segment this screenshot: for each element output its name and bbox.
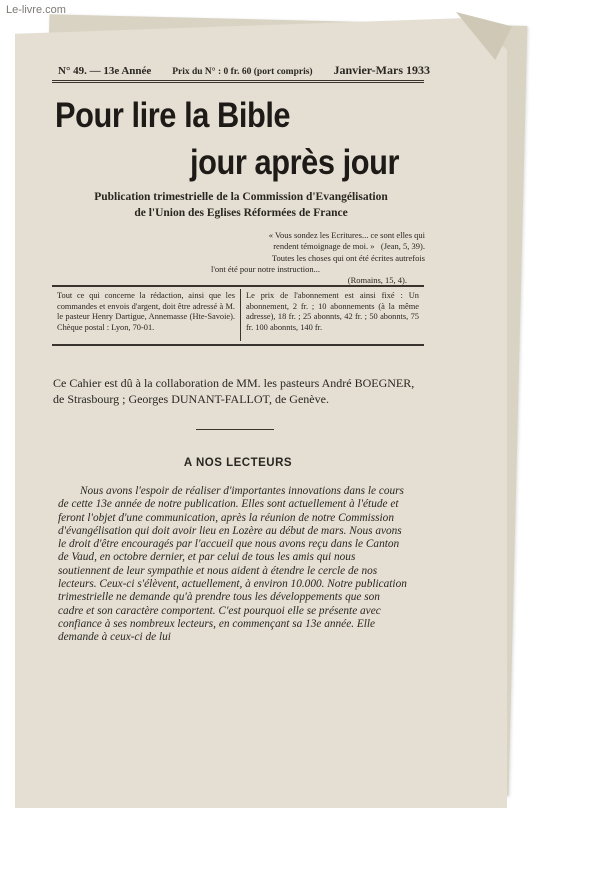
title-line-2: jour après jour xyxy=(190,143,400,182)
boxes-bottom-rule xyxy=(52,344,424,346)
collaboration-note: Ce Cahier est dû à la collaboration de MM. les pasteurs André BOEGNER, de Strasbourg ; Georges DUNANT-FALLOT, de Genève. xyxy=(53,376,415,406)
epigraph-john xyxy=(205,230,425,252)
watermark-text: Le-livre.com xyxy=(6,4,66,16)
document-page xyxy=(15,18,507,808)
epigraph-romans-line-2: l'ont été pour notre instruction... xyxy=(211,264,320,274)
epigraph-john-line-1: « Vous sondez les Ecritures... ce sont elles qui xyxy=(268,230,425,240)
subtitle-line-2: de l'Union des Eglises Réformées de France xyxy=(134,207,348,219)
header-rule xyxy=(52,80,424,83)
issue-date: Janvier-Mars 1933 xyxy=(333,63,430,77)
issue-number: N° 49. — 13e Année xyxy=(58,65,152,77)
epigraph-romans-line-1: Toutes les choses qui ont été écrites autrefois xyxy=(271,253,425,263)
issue-header xyxy=(58,63,430,78)
editorial-contact-box: Tout ce qui concerne la rédaction, ainsi que les commandes et envois d'argent, doit être adressé à M. le pasteur Henry Dartigue, Annemasse (Hte-Savoie). Chèque postal : Lyon, 70-01. xyxy=(52,289,241,341)
epigraph-romans-ref: (Romains, 15, 4). xyxy=(347,275,407,285)
info-boxes xyxy=(52,289,424,341)
boxes-top-rule xyxy=(52,285,424,287)
section-divider xyxy=(196,429,274,430)
issue-price: Prix du N° : 0 fr. 60 (port compris) xyxy=(172,67,313,77)
subtitle xyxy=(66,189,416,221)
section-heading: A NOS LECTEURS xyxy=(183,457,293,469)
epigraph-john-line-2: rendent témoignage de moi. » xyxy=(273,241,375,251)
epigraph-john-ref: (Jean, 5, 39). xyxy=(380,241,425,251)
article-body xyxy=(58,485,408,645)
subtitle-line-1: Publication trimestrielle de la Commission d'Evangélisation xyxy=(94,191,388,203)
article-paragraph: Nous avons l'espoir de réaliser d'importantes innovations dans le cours de cette 13e année de notre publication. Elles sont actuellement à l'étude et feront l'objet d'une communication, après la réunion de notre Commission d'évangélisation qui doit avoir lieu en Lozère au début de mars. Nous avons le droit d'être encouragés par l'accueil que nous avons reçu dans le Canton de Vaud, en octobre dernier, et par celui de tous les amis qui nous soutiennent de leur sympathie et nous aident à étendre le cercle de nos lecteurs. Ceux-ci s'élèvent, actuellement, à environ 10.000. Notre publication trimestrielle ne demande qu'à prendre tous les développements que son cadre et son caractère comportent. C'est pourquoi elle se présente avec confiance à ses nombreux lecteurs, en commençant sa 13e année. Elle demande à ceux-ci de lui xyxy=(58,485,407,644)
epigraph-romans xyxy=(205,253,425,286)
title-line-1: Pour lire la Bible xyxy=(55,96,291,135)
subscription-price-box: Le prix de l'abonnement est ainsi fixé : Un abonnement, 2 fr. ; 10 abonnements (à la même adresse), 18 fr. ; 25 abonnts, 42 fr. ; 50 abonnts, 75 fr. 100 abonnts, 140 fr. xyxy=(246,291,419,332)
